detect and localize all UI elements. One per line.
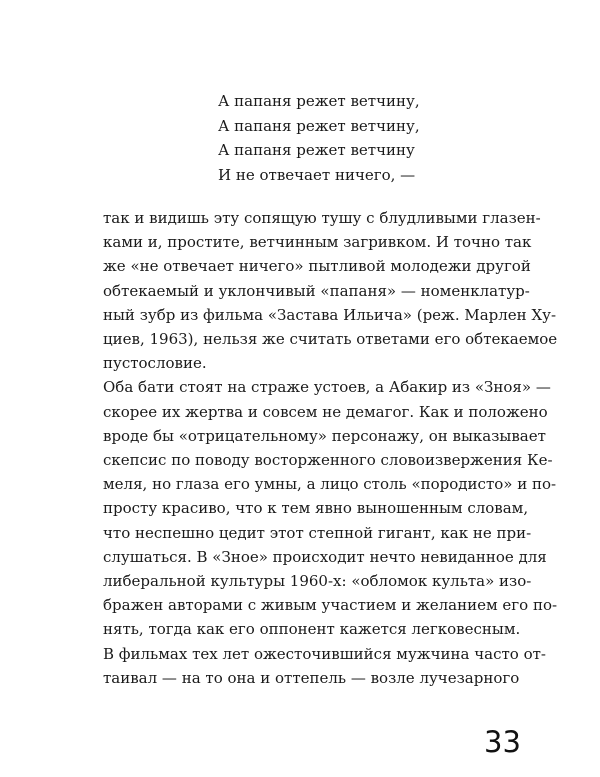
verse-stanza <box>218 89 420 187</box>
text-line: скепсис по поводу восторженного словоизвержения Ке- <box>103 451 553 470</box>
verse-line: А папаня режет ветчину, <box>218 116 420 135</box>
verse-line: А папаня режет ветчину <box>218 141 415 159</box>
text-line: Оба бати стоят на страже устоев, а Абакир из «Зноя» — <box>103 378 551 397</box>
text-line: же «не отвечает ничего» пытливой молодежи другой <box>103 257 531 276</box>
text-line: таивал — на то она и оттепель — возле лучезарного <box>103 668 520 687</box>
text-line: либеральной культуры 1960-х: «обломок культа» изо- <box>103 572 532 591</box>
text-line: пустословие. <box>103 354 207 373</box>
text-line: просту красиво, что к тем явно выношенным словам, <box>103 499 529 518</box>
text-line: В фильмах тех лет ожесточившийся мужчина часто от- <box>103 644 546 663</box>
text-line: слушаться. В «Зное» происходит нечто невиданное для <box>103 547 547 566</box>
text-line: так и видишь эту сопящую тушу с блудливыми глазен- <box>103 209 541 227</box>
text-line: ками и, простите, ветчинным загривком. И точно так <box>103 233 532 252</box>
text-line: вроде бы «отрицательному» персонажу, он выказывает <box>103 426 546 445</box>
text-line: обтекаемый и уклончивый «папаня» — номенклатур- <box>103 281 530 300</box>
text-line: ный зубр из фильма «Застава Ильича» (реж. Марлен Ху- <box>103 305 557 324</box>
text-line: циев, 1963), нельзя же считать ответами его обтекаемое <box>103 330 558 349</box>
verse-line: И не отвечает ничего, — <box>218 165 416 184</box>
text-line: меля, но глаза его умны, а лицо столь «породисто» и по- <box>103 475 557 494</box>
text-line: бражен авторами с живым участием и желанием его по- <box>103 596 558 615</box>
page-number: 33 <box>484 725 521 759</box>
text-line: что неспешно цедит этот степной гигант, как не при- <box>103 523 532 542</box>
verse-line: А папаня режет ветчину, <box>218 92 420 110</box>
body-text <box>103 206 558 690</box>
text-line: нять, тогда как его оппонент кажется легковесным. <box>103 620 521 639</box>
text-line: скорее их жертва и совсем не демагог. Как и положено <box>103 402 548 421</box>
